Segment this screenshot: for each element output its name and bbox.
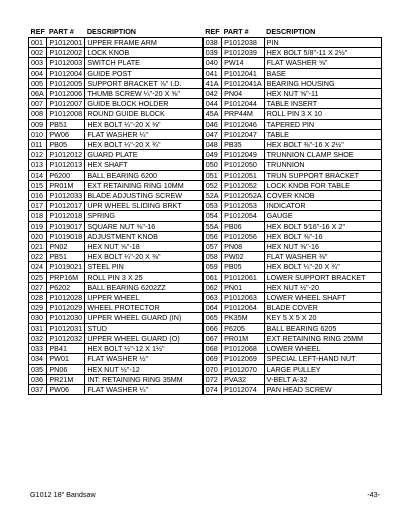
ref-cell: 040 — [203, 58, 221, 68]
part-number-cell: PB51 — [47, 119, 85, 129]
ref-cell: 058 — [203, 252, 221, 262]
table-row — [203, 140, 381, 150]
part-number-cell: PB35 — [222, 140, 265, 150]
description-cell: SPRING — [85, 211, 202, 221]
part-number-cell: P1012052 — [222, 180, 265, 190]
description-cell: HEX NUT ½"-20 — [264, 282, 381, 292]
table-row — [203, 272, 381, 282]
description-cell: FLAT WASHER ⅝" — [264, 58, 381, 68]
ref-cell: 061 — [203, 272, 221, 282]
description-cell: TRUNNION CLAMP SHOE — [264, 150, 381, 160]
table-row — [29, 384, 203, 394]
table-row — [203, 58, 381, 68]
ref-cell: 046 — [203, 119, 221, 129]
description-header: DESCRIPTION — [86, 27, 136, 37]
table-row — [29, 160, 203, 170]
part-number-cell: PN06 — [47, 364, 85, 374]
ref-cell: 041 — [203, 68, 221, 78]
part-number-cell: PN08 — [222, 242, 265, 252]
ref-cell: 038 — [203, 38, 221, 48]
table-row — [29, 333, 203, 343]
part-number-cell: P1012028 — [47, 293, 85, 303]
ref-cell: 001 — [29, 38, 47, 48]
ref-cell: 050 — [203, 160, 221, 170]
table-row — [29, 150, 203, 160]
ref-cell: 044 — [203, 99, 221, 109]
description-cell: LARGE PULLEY — [264, 364, 381, 374]
part-number-cell: P1012008 — [47, 109, 85, 119]
part-number-cell: PRP16M — [47, 272, 85, 282]
table-row — [29, 374, 203, 384]
table-row — [203, 344, 381, 354]
table-row — [29, 293, 203, 303]
ref-cell: 059 — [203, 262, 221, 272]
part-number-cell: P1012041A — [222, 78, 265, 88]
description-cell: EXT RETAINING RING 10MM — [85, 180, 202, 190]
part-number-cell: PW01 — [47, 354, 85, 364]
ref-cell: 062 — [203, 282, 221, 292]
part-number-cell: P1012056 — [222, 231, 265, 241]
description-cell: UPPER WHEEL — [85, 293, 202, 303]
table-row — [29, 303, 203, 313]
description-cell: HEX BOLT ½"-12 X 1½" — [85, 344, 202, 354]
part-number-cell: P1012006 — [47, 89, 85, 99]
description-cell: V-BELT A-32 — [264, 374, 381, 384]
table-row — [29, 78, 203, 88]
table-row — [29, 89, 203, 99]
table-row — [203, 180, 381, 190]
table-row — [29, 201, 203, 211]
description-cell: ADJUSTMENT KNOB — [85, 231, 202, 241]
table-row — [29, 231, 203, 241]
ref-cell: 017 — [29, 201, 47, 211]
part-number-cell: P1012068 — [222, 344, 265, 354]
ref-cell: 030 — [29, 313, 47, 323]
part-number-cell: P1012061 — [222, 272, 265, 282]
part-number-cell: P1012032 — [47, 333, 85, 343]
description-cell: HEX SHAFT — [85, 160, 202, 170]
table-row — [29, 68, 203, 78]
part-number-cell: P1012070 — [222, 364, 265, 374]
table-row — [203, 252, 381, 262]
table-row — [203, 231, 381, 241]
part-number-cell: P1012039 — [222, 48, 265, 58]
description-cell: HEX BOLT ¼"-20 X ¾" — [85, 140, 202, 150]
description-cell: HEX BOLT ⅜"-16 — [264, 231, 381, 241]
ref-cell: 014 — [29, 170, 47, 180]
part-number-cell: P1012053 — [222, 201, 265, 211]
description-header: DESCRIPTION — [266, 27, 316, 37]
ref-cell: 55A — [203, 221, 221, 231]
part-number-cell: P1012003 — [47, 58, 85, 68]
table-row — [203, 262, 381, 272]
part-number-cell: PW06 — [47, 384, 85, 394]
description-cell: LOCK KNOB FOR TABLE — [264, 180, 381, 190]
ref-header: REF — [30, 27, 45, 37]
table-row — [29, 282, 203, 292]
ref-cell: 052 — [203, 180, 221, 190]
part-number-cell: PN02 — [47, 242, 85, 252]
description-cell: TABLE INSERT — [264, 99, 381, 109]
description-cell: FLAT WASHER ¼" — [85, 384, 202, 394]
ref-cell: 065 — [203, 313, 221, 323]
description-cell: UPPER WHEEL GUARD (IN) — [85, 313, 202, 323]
ref-cell: 029 — [29, 303, 47, 313]
ref-cell: 52A — [203, 191, 221, 201]
description-cell: STUD — [85, 323, 202, 333]
ref-cell: 024 — [29, 262, 47, 272]
table-row — [29, 58, 203, 68]
description-cell: BALL BEARING 6205 — [264, 323, 381, 333]
table-row — [203, 313, 381, 323]
part-number-cell: P1012074 — [222, 384, 265, 394]
part-number-cell: P6200 — [47, 170, 85, 180]
description-cell: BLADE COVER — [264, 303, 381, 313]
table-row — [203, 221, 381, 231]
table-row — [29, 262, 203, 272]
ref-cell: 009 — [29, 119, 47, 129]
description-cell: ROUND GUIDE BLOCK — [85, 109, 202, 119]
description-cell: INT. RETAINING RING 35MM — [85, 374, 202, 384]
part-number-cell: P1012029 — [47, 303, 85, 313]
ref-cell: 025 — [29, 272, 47, 282]
description-cell: HEX NUT ⅝"-11 — [264, 89, 381, 99]
ref-cell: 067 — [203, 333, 221, 343]
part-number-cell: P1012064 — [222, 303, 265, 313]
ref-cell: 042 — [203, 89, 221, 99]
description-cell: HEX BOLT ¼"-20 X ⅜" — [85, 119, 202, 129]
part-number-header: PART # — [48, 27, 74, 37]
ref-cell: 06A — [29, 89, 47, 99]
part-number-cell: PB05 — [47, 140, 85, 150]
ref-cell: 020 — [29, 231, 47, 241]
description-cell: HEX NUT ⅜"-16 — [264, 242, 381, 252]
ref-cell: 002 — [29, 48, 47, 58]
table-row — [29, 354, 203, 364]
part-number-cell: P1012044 — [222, 99, 265, 109]
ref-cell: 007 — [29, 99, 47, 109]
description-cell: SQUARE NUT ⅜"-16 — [85, 221, 202, 231]
part-number-cell: P1012017 — [47, 201, 85, 211]
part-number-cell: PB51 — [47, 252, 85, 262]
ref-cell: 012 — [29, 150, 47, 160]
table-row — [203, 242, 381, 252]
ref-cell: 054 — [203, 211, 221, 221]
part-number-cell: PW14 — [222, 58, 265, 68]
description-cell: HEX NUT ⅝"-18 — [85, 242, 202, 252]
part-number-cell: P1019018 — [47, 231, 85, 241]
ref-cell: 068 — [203, 344, 221, 354]
ref-cell: 005 — [29, 78, 47, 88]
description-cell: EXT RETAINING RING 25MM — [264, 333, 381, 343]
ref-cell: 022 — [29, 252, 47, 262]
ref-header: REF — [205, 27, 220, 37]
description-cell: INDICATOR — [264, 201, 381, 211]
description-cell: LOCK KNOB — [85, 48, 202, 58]
part-number-cell: P1012018 — [47, 211, 85, 221]
ref-cell: 051 — [203, 170, 221, 180]
table-row — [203, 160, 381, 170]
part-number-cell: P6202 — [47, 282, 85, 292]
table-row — [203, 89, 381, 99]
table-row — [29, 252, 203, 262]
table-row — [203, 99, 381, 109]
ref-cell: 008 — [29, 109, 47, 119]
ref-cell: 072 — [203, 374, 221, 384]
part-number-cell: P1012030 — [47, 313, 85, 323]
ref-cell: 013 — [29, 160, 47, 170]
description-cell: TAPERED PIN — [264, 119, 381, 129]
description-cell: HEX NUT ½"-12 — [85, 364, 202, 374]
table-row — [29, 109, 203, 119]
ref-cell: 018 — [29, 211, 47, 221]
part-number-cell: PB06 — [222, 221, 265, 231]
description-cell: HEX BOLT ⅜"-16 X 2½" — [264, 140, 381, 150]
description-cell: FLAT WASHER ½" — [85, 354, 202, 364]
part-number-cell: P1012004 — [47, 68, 85, 78]
ref-cell: 070 — [203, 364, 221, 374]
table-row — [203, 150, 381, 160]
table-header-row — [203, 27, 381, 38]
description-cell: BALL BEARING 6202ZZ — [85, 282, 202, 292]
description-cell: HEX BOLT 5/8"-11 X 2½" — [264, 48, 381, 58]
part-number-cell: P1012033 — [47, 191, 85, 201]
table-row — [29, 48, 203, 58]
ref-cell: 035 — [29, 364, 47, 374]
table-row — [203, 119, 381, 129]
part-number-cell: P1012041 — [222, 68, 265, 78]
part-number-cell: PVA32 — [222, 374, 265, 384]
ref-cell: 019 — [29, 221, 47, 231]
ref-cell: 064 — [203, 303, 221, 313]
table-row — [29, 191, 203, 201]
table-row — [29, 221, 203, 231]
table-row — [203, 354, 381, 364]
table-row — [203, 303, 381, 313]
table-row — [29, 313, 203, 323]
part-number-cell: PW02 — [222, 252, 265, 262]
ref-cell: 003 — [29, 58, 47, 68]
table-header-row — [29, 27, 203, 38]
parts-list — [28, 27, 382, 395]
ref-cell: 004 — [29, 68, 47, 78]
ref-cell: 032 — [29, 333, 47, 343]
description-cell: SUPPORT BRACKET ⅞" I.D. — [85, 78, 202, 88]
ref-cell: 021 — [29, 242, 47, 252]
part-number-cell: P1012002 — [47, 48, 85, 58]
part-number-cell: PN01 — [222, 282, 265, 292]
description-cell: HEX BOLT ¼"-20 X ¾" — [264, 262, 381, 272]
part-number-cell: P1012013 — [47, 160, 85, 170]
parts-table-left — [28, 27, 203, 395]
part-number-cell: P1012052A — [222, 191, 265, 201]
part-number-cell: PR21M — [47, 374, 85, 384]
description-cell: HEX BOLT 5⁄16"-16 X 2" — [264, 221, 381, 231]
table-row — [203, 282, 381, 292]
part-number-cell: P1012051 — [222, 170, 265, 180]
table-row — [203, 191, 381, 201]
table-row — [29, 38, 203, 48]
table-row — [29, 364, 203, 374]
page-number: -43- — [367, 490, 380, 499]
description-cell: GUIDE POST — [85, 68, 202, 78]
description-cell: WHEEL PROTECTOR — [85, 303, 202, 313]
description-cell: LOWER SUPPORT BRACKET — [264, 272, 381, 282]
description-cell: STEEL PIN — [85, 262, 202, 272]
description-cell: TABLE — [264, 129, 381, 139]
description-cell: PAN HEAD SCREW — [264, 384, 381, 394]
table-row — [203, 68, 381, 78]
description-cell: BLADE ADJUSTING SCREW — [85, 191, 202, 201]
ref-cell: 45A — [203, 109, 221, 119]
table-row — [203, 323, 381, 333]
description-cell: UPPER FRAME ARM — [85, 38, 202, 48]
part-number-cell: P1019021 — [47, 262, 85, 272]
part-number-cell: PW06 — [47, 129, 85, 139]
ref-cell: 063 — [203, 293, 221, 303]
description-cell: BALL BEARING 6200 — [85, 170, 202, 180]
part-number-cell: P1012054 — [222, 211, 265, 221]
table-row — [203, 364, 381, 374]
description-cell: GUIDE BLOCK HOLDER — [85, 99, 202, 109]
ref-cell: 016 — [29, 191, 47, 201]
part-number-cell: P1012001 — [47, 38, 85, 48]
description-cell: PIN — [264, 38, 381, 48]
description-cell: GAUGE — [264, 211, 381, 221]
table-row — [203, 109, 381, 119]
table-row — [29, 272, 203, 282]
description-cell: HEX BOLT ¼"-20 X ⅜" — [85, 252, 202, 262]
part-number-cell: PN04 — [222, 89, 265, 99]
ref-cell: 074 — [203, 384, 221, 394]
description-cell: BEARING HOUSING — [264, 78, 381, 88]
ref-cell: 015 — [29, 180, 47, 190]
part-number-cell: P1012038 — [222, 38, 265, 48]
description-cell: TRUN SUPPORT BRACKET — [264, 170, 381, 180]
part-number-cell: P1019017 — [47, 221, 85, 231]
ref-cell: 41A — [203, 78, 221, 88]
description-cell: UPPER WHEEL GUARD (O) — [85, 333, 202, 343]
parts-table-right — [203, 27, 382, 395]
manual-title: G1012 18" Bandsaw — [30, 490, 96, 499]
ref-cell: 047 — [203, 129, 221, 139]
table-row — [203, 384, 381, 394]
part-number-cell: PRP44M — [222, 109, 265, 119]
table-row — [29, 323, 203, 333]
description-cell: LOWER WHEEL SHAFT — [264, 293, 381, 303]
table-row — [29, 211, 203, 221]
ref-cell: 027 — [29, 282, 47, 292]
table-row — [29, 242, 203, 252]
part-number-cell: PR01M — [47, 180, 85, 190]
part-number-cell: P1012049 — [222, 150, 265, 160]
part-number-cell: PB41 — [47, 344, 85, 354]
part-number-cell: P1012005 — [47, 78, 85, 88]
description-cell: KEY 5 X 5 X 20 — [264, 313, 381, 323]
description-cell: SPECIAL LEFT-HAND NUT — [264, 354, 381, 364]
description-cell: SWITCH PLATE — [85, 58, 202, 68]
table-row — [203, 170, 381, 180]
ref-cell: 033 — [29, 344, 47, 354]
table-row — [203, 129, 381, 139]
table-row — [203, 48, 381, 58]
table-row — [203, 78, 381, 88]
description-cell: UPR WHEEL SLIDING BRKT — [85, 201, 202, 211]
ref-cell: 028 — [29, 293, 47, 303]
table-row — [29, 180, 203, 190]
part-number-cell: P1012012 — [47, 150, 85, 160]
part-number-cell: P1012050 — [222, 160, 265, 170]
ref-cell: 049 — [203, 150, 221, 160]
table-row — [29, 129, 203, 139]
description-cell: THUMB SCREW ¼"-20 X ⅝" — [85, 89, 202, 99]
table-row — [29, 170, 203, 180]
ref-cell: 039 — [203, 48, 221, 58]
part-number-cell: P1012063 — [222, 293, 265, 303]
part-number-cell: P1012031 — [47, 323, 85, 333]
part-number-cell: PR01M — [222, 333, 265, 343]
part-number-cell: P1012069 — [222, 354, 265, 364]
part-number-cell: P1012046 — [222, 119, 265, 129]
description-cell: TRUNNION — [264, 160, 381, 170]
table-row — [203, 211, 381, 221]
ref-cell: 069 — [203, 354, 221, 364]
table-row — [203, 38, 381, 48]
description-cell: GUARD PLATE — [85, 150, 202, 160]
ref-cell: 066 — [203, 323, 221, 333]
ref-cell: 010 — [29, 129, 47, 139]
ref-cell: 056 — [203, 231, 221, 241]
part-number-cell: PB05 — [222, 262, 265, 272]
description-cell: LOWER WHEEL — [264, 344, 381, 354]
ref-cell: 053 — [203, 201, 221, 211]
description-cell: ROLL PIN 3 X 25 — [85, 272, 202, 282]
part-number-cell: P1012007 — [47, 99, 85, 109]
table-row — [203, 201, 381, 211]
ref-cell: 011 — [29, 140, 47, 150]
description-cell: FLAT WASHER ¼" — [85, 129, 202, 139]
table-row — [29, 344, 203, 354]
part-number-cell: P1012047 — [222, 129, 265, 139]
ref-cell: 048 — [203, 140, 221, 150]
table-row — [29, 140, 203, 150]
description-cell: ROLL PIN 3 X 10 — [264, 109, 381, 119]
ref-cell: 031 — [29, 323, 47, 333]
table-row — [203, 293, 381, 303]
page-footer — [30, 490, 380, 499]
description-cell: COVER KNOB — [264, 191, 381, 201]
ref-cell: 036 — [29, 374, 47, 384]
part-number-cell: P6205 — [222, 323, 265, 333]
table-row — [203, 333, 381, 343]
description-cell: FLAT WASHER ⅜" — [264, 252, 381, 262]
part-number-header: PART # — [223, 27, 249, 37]
table-row — [29, 119, 203, 129]
ref-cell: 037 — [29, 384, 47, 394]
table-row — [29, 99, 203, 109]
part-number-cell: PK35M — [222, 313, 265, 323]
ref-cell: 034 — [29, 354, 47, 364]
description-cell: BASE — [264, 68, 381, 78]
ref-cell: 057 — [203, 242, 221, 252]
table-row — [203, 374, 381, 384]
